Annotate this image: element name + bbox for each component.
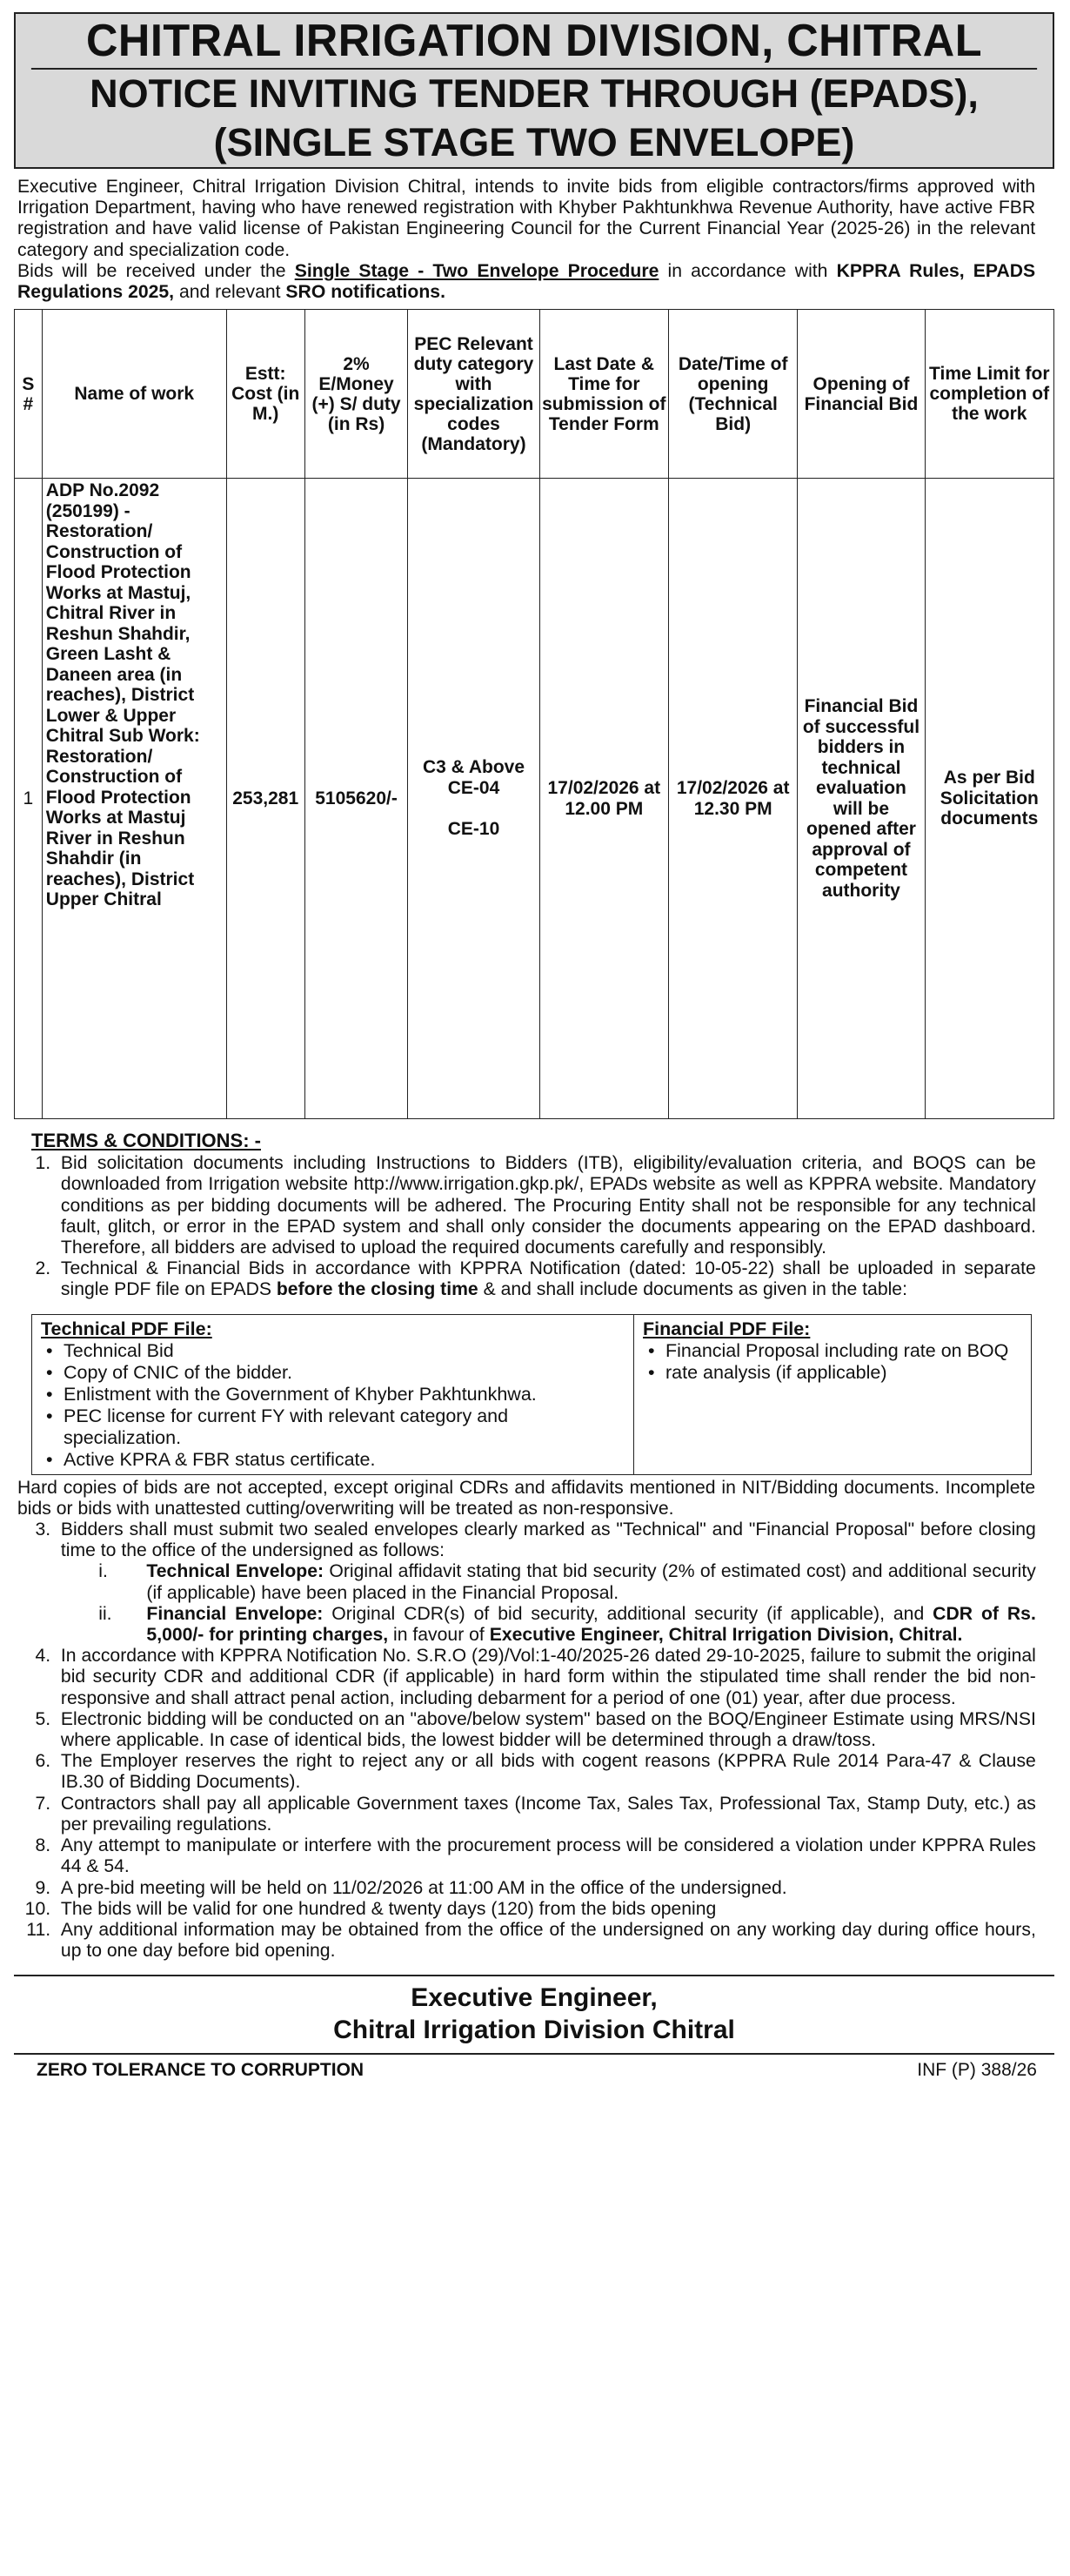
col-header-time-limit: Time Limit for completion of the work — [925, 310, 1053, 479]
list-item: • PEC license for current FY with relevant category and specialization. — [41, 1405, 625, 1449]
payee-text: Executive Engineer, Chitral Irrigation Division, Chitral. — [489, 1624, 963, 1646]
col-header-sno: S # — [15, 310, 43, 479]
cell-fin-opening: Financial Bid of successful bidders in technical evaluation will be opened after approval of competent authority — [798, 479, 925, 1119]
envelope-list — [98, 1560, 1036, 1646]
col-header-fin-opening: Opening of Financial Bid — [798, 310, 925, 479]
tender-table — [14, 309, 1054, 1119]
procedure-name: Single Stage - Two Envelope Procedure — [294, 259, 659, 281]
financial-envelope-label: Financial Envelope: — [146, 1602, 324, 1624]
cell-time-limit: As per Bid Solicitation documents — [925, 479, 1053, 1119]
term-3 — [56, 1519, 1036, 1645]
term-8: 8. Any attempt to manipulate or interfere with the procurement process will be considered a violation under KPPRA Rules 44 & 54. — [56, 1835, 1036, 1876]
closing-time-text: before the closing time — [276, 1278, 478, 1300]
term-1: 1. Bid solicitation documents including Instructions to Bidders (ITB), eligibility/evaluation criteria, and BOQS can be downloaded from Irrigation website http://www.irrigation.gkp.pk/, EPADs website as well as KPPRA website. Mandatory conditions as per bidding documents will be adhered. The Procuring Entity shall not be responsible for any technical fault, glitch, or error in the EPAD system and shall only consider the documents appearing on the EPAD dashboard. Therefore, all bidders are advised to upload the required documents carefully and responsibly. — [56, 1152, 1036, 1258]
table-header-row — [15, 310, 1054, 479]
intro-text: and relevant — [174, 281, 286, 303]
roman-numeral: i. — [98, 1560, 108, 1582]
advert-reference: INF (P) 388/26 — [917, 2060, 1037, 2081]
roman-numeral: ii. — [98, 1602, 112, 1624]
cell-emoney: 5105620/- — [304, 479, 408, 1119]
list-item: • Enlistment with the Government of Khyber Pakhtunkhwa. — [41, 1384, 625, 1405]
cell-sno: 1 — [15, 479, 43, 1119]
cell-name-of-work: ADP No.2092 (250199) - Restoration/ Construction of Flood Protection Works at Mastuj, Chitral River in Reshun Shahdir, Green Lasht & Daneen area (in reaches), District Lower & Upper Chitral Sub Work: Restoration/ Construction of Flood Protection Works at Mastuj River in Reshun Shahdir (in reaches), District Upper Chitral — [42, 479, 226, 1119]
rules-name: KPPRA Rules, EPADS Regulations 2025, — [17, 259, 1036, 303]
term-text: Bidders shall must submit two sealed envelopes clearly marked as "Technical" and "Financial Proposal" before closing time to the office of the undersigned as follows: — [60, 1519, 1036, 1561]
technical-envelope-label: Technical Envelope: — [146, 1560, 324, 1582]
term-text: in favour of — [388, 1624, 490, 1646]
bid-procedure-paragraph — [17, 260, 1035, 302]
list-item: • Technical Bid — [41, 1340, 625, 1362]
page-title: CHITRAL IRRIGATION DIVISION, CHITRAL — [31, 14, 1037, 70]
header-banner — [14, 12, 1054, 169]
list-item: • Financial Proposal including rate on BOQ — [643, 1340, 1022, 1362]
term-7: 7. Contractors shall pay all applicable Government taxes (Income Tax, Sales Tax, Professional Tax, Stamp Duty, etc.) as per prevailing regulations. — [56, 1793, 1036, 1835]
list-item: • Active KPRA & FBR status certificate. — [41, 1449, 625, 1471]
intro-paragraph: Executive Engineer, Chitral Irrigation Division Chitral, intends to invite bids from eligible contractors/firms approved with Irrigation Department, having who have renewed registration with Khyber Pakhtunkhwa Revenue Authority, have active FBR registration and have valid license of Pakistan Engineering Council for the Current Financial Year (2025-26) in the relevant category and specialization code. — [17, 176, 1036, 260]
col-header-name: Name of work — [42, 310, 226, 479]
technical-envelope-item — [98, 1560, 1036, 1603]
term-5: 5. Electronic bidding will be conducted on an "above/below system" based on the BOQ/Engineer Estimate using MRS/NSI where applicable. In case of identical bids, the lowest bidder will be determined through a draw/toss. — [56, 1708, 1036, 1750]
intro-text: in accordance with — [659, 259, 837, 281]
technical-pdf-list — [41, 1340, 625, 1471]
signatory-office: Chitral Irrigation Division Chitral — [333, 2016, 735, 2045]
cell-cost: 253,281 — [226, 479, 304, 1119]
pec-code-1: CE-04 — [447, 777, 500, 798]
col-header-cost: Estt: Cost (in M.) — [226, 310, 304, 479]
signature-block — [14, 1975, 1054, 2055]
term-9: 9. A pre-bid meeting will be held on 11/02/2026 at 11:00 AM in the office of the undersigned. — [56, 1877, 1036, 1898]
signature-band — [14, 1975, 1054, 2055]
technical-pdf-column — [32, 1315, 634, 1474]
financial-pdf-list — [643, 1340, 1022, 1384]
col-header-last-date: Last Date & Time for submission of Tender Form — [539, 310, 668, 479]
hard-copies-note: Hard copies of bids are not accepted, except original CDRs and affidavits mentioned in NIT/Bidding documents. Incomplete bids or bids with unattested cutting/overwriting will be treated as non-responsive. — [17, 1476, 1036, 1519]
notice-subtitle-line1: NOTICE INVITING TENDER THROUGH (EPADS), — [90, 71, 979, 116]
financial-pdf-column — [634, 1315, 1031, 1474]
intro-text: Bids will be received under the — [17, 259, 295, 281]
list-item: • Copy of CNIC of the bidder. — [41, 1362, 625, 1384]
term-6: 6. The Employer reserves the right to reject any or all bids with cogent reasons (KPPRA Rule 2014 Para-47 & Clause IB.30 of Bidding Documents). — [56, 1750, 1036, 1792]
anti-corruption-slogan: ZERO TOLERANCE TO CORRUPTION — [37, 2060, 364, 2081]
col-header-opening: Date/Time of opening (Technical Bid) — [668, 310, 797, 479]
pec-code-2: CE-10 — [447, 819, 500, 840]
term-text: Original affidavit stating that bid security (2% of estimated cost) and additional security (if applicable) have been placed in the Financial Proposal. — [146, 1560, 1036, 1603]
pec-category: C3 & Above — [422, 757, 525, 778]
term-10: 10. The bids will be valid for one hundred & twenty days (120) from the bids opening — [56, 1898, 1036, 1919]
printing-charges-text: CDR of Rs. 5,000/- for printing charges, — [146, 1602, 1036, 1646]
signatory-title: Executive Engineer, — [411, 1983, 658, 2013]
terms-heading: TERMS & CONDITIONS: - — [31, 1130, 261, 1152]
footer — [14, 2060, 1054, 2081]
financial-envelope-item — [98, 1602, 1036, 1646]
cell-pec — [408, 479, 539, 1119]
pdf-files-table — [31, 1314, 1032, 1475]
col-header-pec: PEC Relevant duty category with specialization codes (Mandatory) — [408, 310, 539, 479]
term-2 — [56, 1258, 1036, 1299]
list-item: • rate analysis (if applicable) — [643, 1362, 1022, 1384]
term-4: 4. In accordance with KPPRA Notification No. S.R.O (29)/Vol:1-40/2025-26 dated 29-10-2025, failure to submit the original bid security CDR and additional CDR (if applicable) in hard form within the stipulated time shall render the bid non-responsive and shall attract penal action, including debarment for a period of one (01) year, after due process. — [56, 1645, 1036, 1708]
terms-list-a — [56, 1152, 1036, 1299]
sro-name: SRO notifications. — [285, 281, 445, 303]
notice-subtitle-line2: (SINGLE STAGE TWO ENVELOPE) — [213, 120, 855, 164]
cell-opening: 17/02/2026 at 12.30 PM — [668, 479, 797, 1119]
table-row — [15, 479, 1054, 1119]
term-11: 11. Any additional information may be obtained from the office of the undersigned on any working day during office hours, up to one day before bid opening. — [56, 1919, 1036, 1961]
col-header-emoney: 2% E/Money (+) S/ duty (in Rs) — [304, 310, 408, 479]
terms-list-b — [56, 1519, 1036, 1961]
term-text: Original CDR(s) of bid security, additional security (if applicable), and — [323, 1602, 933, 1624]
technical-pdf-title: Technical PDF File: — [41, 1318, 212, 1339]
cell-last-date: 17/02/2026 at 12.00 PM — [539, 479, 668, 1119]
tender-notice — [14, 12, 1054, 2564]
financial-pdf-title: Financial PDF File: — [643, 1318, 811, 1339]
intro-section — [17, 176, 1035, 302]
term-text: & and shall include documents as given in the table: — [478, 1278, 907, 1300]
term-text: Technical & Financial Bids in accordance with KPPRA Notification (dated: 10-05-22) shall be uploaded in separate single PDF file on EPADS — [60, 1258, 1036, 1300]
